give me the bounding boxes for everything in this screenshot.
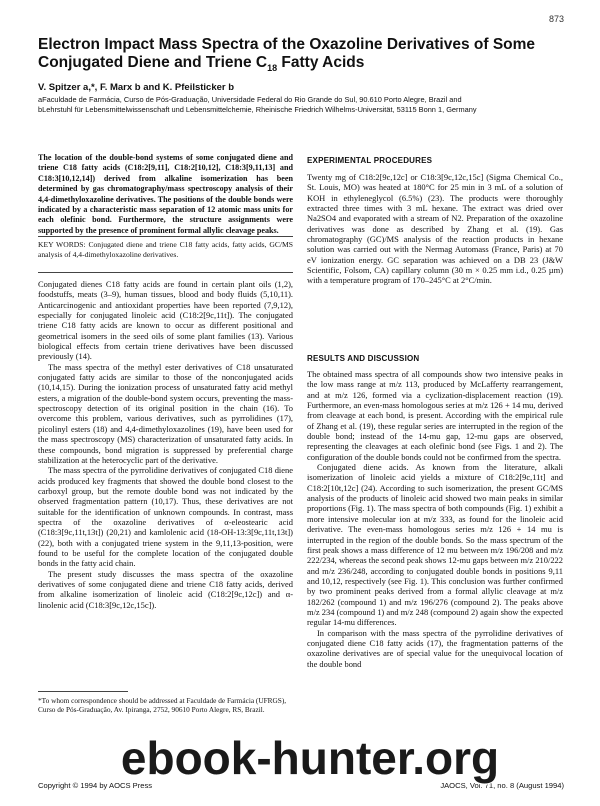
keywords: KEY WORDS: Conjugated diene and triene C18 fatty acids, fatty acids, GC/MS analysis of 4,4-dimethyloxazoline derivatives.: [38, 240, 293, 259]
authors: V. Spitzer a,*, F. Marx b and K. Pfeilsticker b: [38, 82, 235, 93]
abstract: The location of the double-bond systems of some conjugated diene and triene C18 fatty acids (C18:2[9,11], C18:2[10,12], C18:3[9,11,13] and C18:3[10,12,14]) derived from alkaline isomerization has been determined by gas chromatography/mass spectroscopy analysis of their 4,4-dimethyloxazoline derivatives. The positions of the double bonds were indicated by a characteristic mass separation of 12 atomic mass units for each olefinic bond. Furthermore, the structure assignments were supported by the presence of prominent formal allylic cleavage peaks.: [38, 153, 293, 235]
title-main: Electron Impact Mass Spectra of the Oxazoline Derivatives of Some Conjugated Diene and Triene C: [38, 36, 536, 71]
experimental-section: [307, 172, 563, 286]
page-number: 873: [548, 14, 564, 24]
intro-paragraph-4: The present study discusses the mass spectra of the oxazoline derivatives of some conjugated diene and triene C18 fatty acids, derived from alkaline isomerization of linoleic acid (C18:2[9c,12c]) and α-linolenic acid (C18:3[9c,12c,15c]).: [38, 568, 293, 610]
title-subscript: 18: [267, 63, 278, 74]
intro-paragraph-1: Conjugated dienes C18 fatty acids are found in certain plant oils (1,2), foodstuffs, meats (3–9), human tissues, blood and body fluids (5,10,11). Anticarcinogenic and antioxidant properties have been reported (7,9,12), especially for conjugated linoleic acid (C18:2[9c,11t]). The conjugated triene C18 fatty acids are known to occur as different positional and geometrical isomers in the seed oils of some plant families (13). Various biological effects from certain triene derivatives have been discussed previously (14).: [38, 279, 293, 362]
keywords-divider: [38, 272, 293, 273]
intro-paragraph-2: The mass spectra of the methyl ester derivatives of C18 unsaturated conjugated fatty acids are similar to those of the nonconjugated acids (10,14,15). During the ionization process of unsaturated fatty acid methyl esters, a migration of the double-bond system occurs, preventing the mass-spectroscopy detection of its original position in the chain (16). To overcome this problem, various derivatives, such as pyrrolidines (17), picolinyl esters (18) and 4,4-dimethyloxazolines (19), have been used for the mass spectroscopy (MS) characterization of unsaturated fatty acids. In these compounds, bond migration is suppressed by preferential charge stabilization at the heterocyclic part of the derivative.: [38, 361, 293, 465]
intro-paragraph-3: The mass spectra of the pyrrolidine derivatives of conjugated C18 diene acids produced key fragments that showed the double bond closest to the carboxyl group, but the remote double bond was not indicated by the observed fragmentation pattern (10,17). Thus, these derivatives are not suitable for the identification of unknown compounds. In contrast, mass spectra of the oxazoline derivatives of α-eleostearic acid (C18:3[9c,11t,13t]) (20,21) and kamlolenic acid (18-OH-13:3[9c,11t,13t]) (22), both with a conjugated triene system in the 9,11,13-position, were found to be useful for the complete location of the conjugated double bonds in the fatty acid chain.: [38, 465, 293, 569]
title-end: Fatty Acids: [277, 54, 365, 71]
copyright: Copyright © 1994 by AOCS Press: [38, 781, 153, 790]
experimental-paragraph: Twenty mg of C18:2[9c,12c] or C18:3[9c,12c,15c] (Sigma Chemical Co., St. Louis, MO) was heated at 180°C for 25 min in 3 mL of a solution of KOH in ethyleneglycol (6.5%) (23). The products were thoroughly extracted three times with 3 mL hexane. The extract was dried over Na2SO4 and evaporated with a stream of N2. Preparation of the oxazoline derivatives was done as described by Zhang et al. (19). Gas chromatography (GC)/MS analysis of the reaction products in hexane solution was carried out with the Nermag Automass (France, Paris) at 70 eV ionization energy. GC separation was achieved on a DB 23 (J&W Scientific, Folsom, CA) capillary column (30 m × 0.25 mm i.d., 0.25 µm) with a temperature program of 170–245°C at 2°C/min.: [307, 172, 563, 286]
affiliations: [38, 95, 566, 115]
results-paragraph-3: In comparison with the mass spectra of the pyrrolidine derivatives of conjugated diene C18 fatty acids (17), the fragmentation patterns of the oxazoline derivatives are of special value for the unequivocal location of the double bond: [307, 627, 563, 669]
journal-reference: JAOCS, Vol. 71, no. 8 (August 1994): [440, 781, 564, 790]
watermark-text: ebook-hunter.org: [120, 732, 500, 784]
watermark: [120, 722, 500, 792]
results-paragraph-1: The obtained mass spectra of all compounds show two intensive peaks in the low mass range at m/z 113, produced by McLafferty rearrangement, and at m/z 126, formed via a cyclization-displacement reaction (19). Furthermore, an even-mass homologous series at m/z 126 + 14 mu, derived from cleavage at each bond, is present. According with the empirical rule of Zhang et al. (19), these regular series are interrupted in the region of the double bond; instead of the 14-mu gap, 12-mu gaps are observed, representing the cleavages at each olefinic bond (see Figs. 1 and 2). The configuration of the double bonds could not be confirmed from the spectra.: [307, 369, 563, 462]
experimental-heading: EXPERIMENTAL PROCEDURES: [307, 156, 433, 165]
affiliation-a: aFaculdade de Farmácia, Curso de Pós-Graduação, Universidade Federal do Rio Grande do Sul, 90.610 Porto Alegre, Brazil and: [38, 95, 462, 104]
introduction: [38, 279, 293, 610]
footnote-divider: [38, 691, 128, 692]
correspondence-footnote: *To whom correspondence should be addressed at Faculdade de Farmácia (UFRGS), Curso de Pós-Graduação, Av. Ipiranga, 2752, 90610 Porto Alegre, RS, Brazil.: [38, 696, 287, 715]
results-section: [307, 369, 563, 669]
results-heading: RESULTS AND DISCUSSION: [307, 354, 420, 363]
article-title: [38, 36, 568, 77]
affiliation-b: bLehrstuhl für Lebensmittelwissenschaft und Lebensmittelchemie, Rheinische Friedrich Wilhelms-Universität, 53115 Bonn 1, Germany: [38, 105, 477, 114]
abstract-divider: [38, 236, 293, 237]
results-paragraph-2: Conjugated diene acids. As known from the literature, alkali isomerization of linoleic acid yields a mixture of C18:2[9c,11t] and C18:2[10t,12c] (24). According to such isomerization, the present GC/MS analysis of the products of linoleic acid showed two main peaks in similar proportions (Fig. 1). The mass spectra of both compounds (Fig. 1) exhibit a more intensive molecular ion at m/z 333, as found for the linoleic acid derivative. The even-mass homologous series m/z 126 + 14 mu is interrupted in the region of the double bonds. So the mass spectrum of the first peak shows a mass difference of 12 mu between m/z 196/208 and m/z 222/234, whereas the second peak shows 12-mu gaps between m/z 210/222 and m/z 236/248, according to conjugated double bonds in positions 9,11 and 10,12, respectively (see Fig. 1). This conclusion was further confirmed by two prominent peaks derived from a formal allylic cleavage at m/z 182/262 (compound 1) and m/z 196/276 (compound 2). The peaks above m/z 234 (compound 1) and m/z 248 (compound 2) again show the expected regular 14-mu differences.: [307, 462, 563, 628]
